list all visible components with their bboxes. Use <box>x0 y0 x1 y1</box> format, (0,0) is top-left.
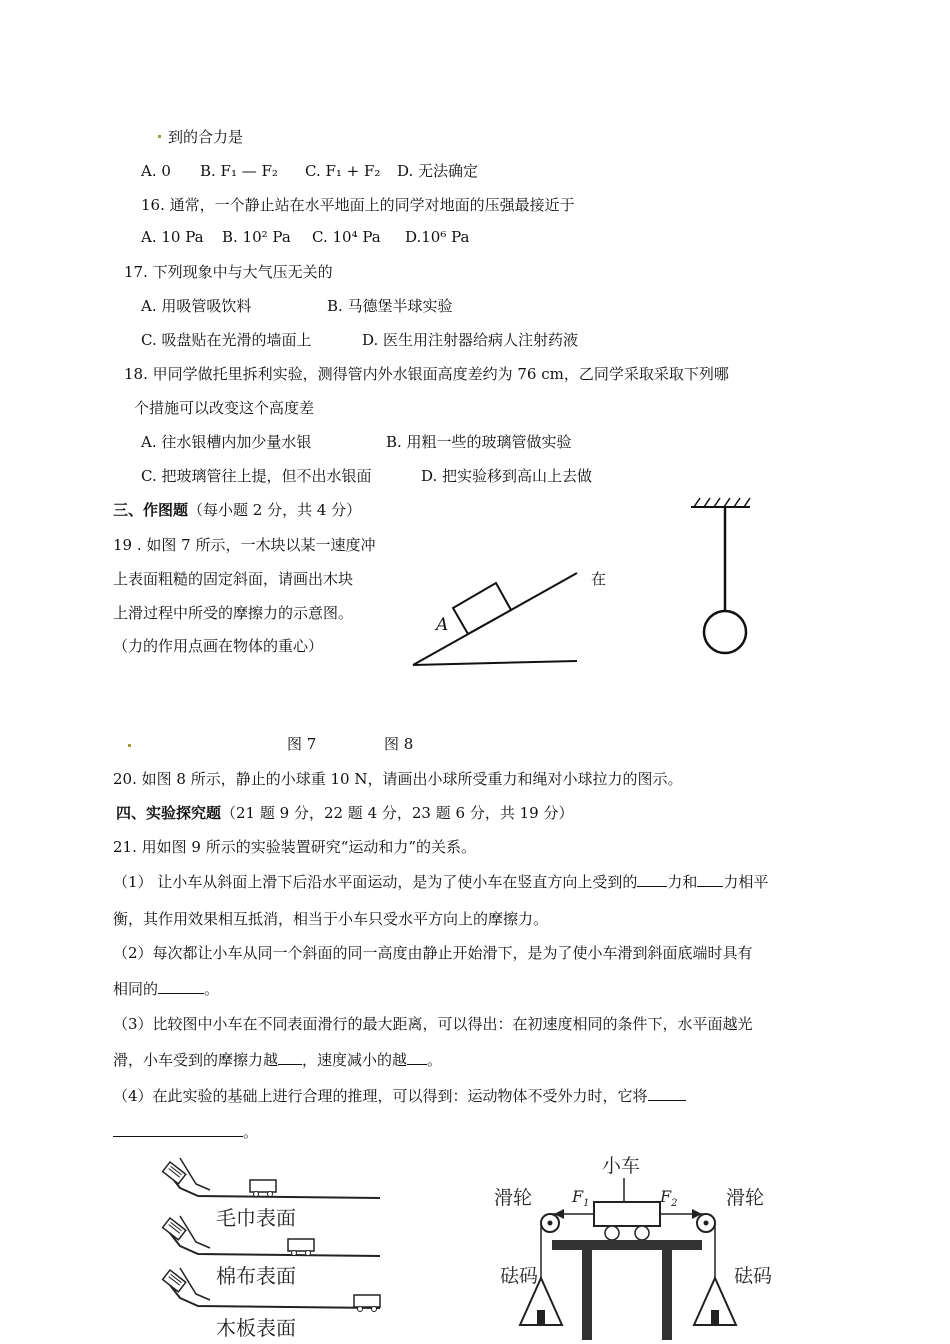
q15-stem-tail: 到的合力是 <box>168 128 244 146</box>
table-leg <box>662 1250 672 1340</box>
decor-dot <box>128 744 131 747</box>
block-a-label: A <box>436 615 449 635</box>
block-a <box>453 583 511 634</box>
section4-title: 四、实验探究题 <box>116 804 222 822</box>
q21-part2-line2 <box>113 979 219 999</box>
q19-line-4: （力的作用点画在物体的重心） <box>113 637 324 655</box>
ceiling-hatch <box>734 498 740 507</box>
q18-stem-line1: 18. 甲同学做托里拆利实验，测得管内外水银面高度差约为 76 cm，乙同学采取采取下列哪 <box>124 365 729 383</box>
figure-9-ramps <box>158 1150 398 1340</box>
ceiling-hatch <box>714 498 720 507</box>
figure-7-incline <box>405 570 585 680</box>
q16-option-c: C. 10⁴ Pa <box>312 228 381 246</box>
ceiling-hatch <box>744 498 750 507</box>
q17-stem: 17. 下列现象中与大气压无关的 <box>124 263 333 281</box>
q21-part1-line1 <box>113 872 768 892</box>
ceiling-hatch <box>694 498 700 507</box>
q15-option-c: C. F₁ + F₂ <box>305 162 381 180</box>
q21-part4-text: （4）在此实验的基础上进行合理的推理，可以得到：运动物体不受外力时，它将 <box>113 1087 648 1105</box>
section3-title: 三、作图题 <box>113 501 189 519</box>
force-f1-label: $F_1$ <box>572 1187 590 1209</box>
pulley-right-label: 滑轮 <box>726 1187 765 1209</box>
table-leg <box>582 1250 592 1340</box>
q16-option-d: D.10⁶ Pa <box>405 228 470 246</box>
weight-right-label: 砝码 <box>734 1265 773 1287</box>
section4-heading <box>116 803 573 823</box>
answer-blank[interactable] <box>648 1086 686 1101</box>
decor-dot <box>158 135 161 138</box>
q21-part3-text-b: ，速度减小的越 <box>302 1051 408 1069</box>
q21-part2-text: 相同的 <box>113 980 159 998</box>
q18-option-d: D. 把实验移到高山上去做 <box>421 467 593 485</box>
q15-option-b: B. F₁ — F₂ <box>200 162 278 180</box>
answer-blank[interactable] <box>278 1050 302 1065</box>
cart-wheel <box>635 1226 649 1240</box>
q18-option-a: A. 往水银槽内加少量水银 <box>141 433 312 451</box>
q17-option-b: B. 马德堡半球实验 <box>327 297 453 315</box>
q21-part4-end: 。 <box>243 1123 259 1141</box>
q21-part3-end: 。 <box>427 1051 443 1069</box>
q21-part1-text-a: （1） 让小车从斜面上滑下后沿水平面运动，是为了使小车在竖直方向上受到的 <box>113 873 638 891</box>
figure-7-label: 图 7 <box>287 735 317 753</box>
q21-part4-line1 <box>113 1086 686 1106</box>
force-f2-label: $F_2$ <box>660 1187 678 1209</box>
ceiling-hatch <box>704 498 710 507</box>
pulley-right-axle <box>704 1221 709 1226</box>
q21-part2-line1: （2）每次都让小车从同一个斜面的同一高度由静止开始滑下，是为了使小车滑到斜面底端时具有 <box>113 944 753 962</box>
q20-stem: 20. 如图 8 所示，静止的小球重 10 N，请画出小球所受重力和绳对小球拉力的图示。 <box>113 770 683 788</box>
ball <box>704 611 746 653</box>
answer-blank[interactable] <box>697 872 723 887</box>
section3-heading <box>113 500 361 520</box>
q18-option-b: B. 用粗一些的玻璃管做实验 <box>386 433 572 451</box>
q19-trailing: 在 <box>591 570 607 588</box>
section3-note: （每小题 2 分，共 4 分） <box>188 501 362 519</box>
q17-option-d: D. 医生用注射器给病人注射药液 <box>362 331 579 349</box>
answer-blank[interactable] <box>637 872 667 887</box>
q15-option-d: D. 无法确定 <box>397 162 479 180</box>
q19-line-1: 19 . 如图 7 所示，一木块以某一速度冲 <box>113 536 376 554</box>
q16-stem: 16. 通常，一个静止站在水平地面上的同学对地面的压强最接近于 <box>141 196 575 214</box>
q21-part3-line2 <box>113 1050 442 1070</box>
pulley-left-axle <box>548 1221 553 1226</box>
q21-part4-line2 <box>113 1122 258 1142</box>
section4-note: （21 题 9 分，22 题 4 分，23 题 6 分，共 19 分） <box>221 804 574 822</box>
pulley-left-label: 滑轮 <box>494 1187 533 1209</box>
q21-part1-text-b: 力和 <box>667 873 698 891</box>
surface-label-towel: 毛巾表面 <box>216 1206 296 1230</box>
q21-part3-text-a: 滑，小车受到的摩擦力越 <box>113 1051 279 1069</box>
figure-8-label: 图 8 <box>384 735 414 753</box>
weight-right <box>711 1310 719 1324</box>
q17-option-c: C. 吸盘贴在光滑的墙面上 <box>141 331 312 349</box>
q16-option-a: A. 10 Pa <box>141 228 204 246</box>
q16-option-b: B. 10² Pa <box>222 228 291 246</box>
q19-line-3: 上滑过程中所受的摩擦力的示意图。 <box>113 604 354 622</box>
q21-stem: 21. 用如图 9 所示的实验装置研究“运动和力”的关系。 <box>113 838 477 856</box>
q21-part1-text-c: 力相平 <box>723 873 769 891</box>
ceiling-hatch <box>724 498 730 507</box>
figure-8-pendulum <box>688 495 768 665</box>
answer-blank[interactable] <box>158 979 204 994</box>
q21-part2-end: 。 <box>204 980 220 998</box>
weight-left-label: 砝码 <box>500 1265 539 1287</box>
cart-wheel <box>605 1226 619 1240</box>
cart-body <box>594 1202 660 1226</box>
table-top <box>552 1240 702 1250</box>
q21-part3-line1: （3）比较图中小车在不同表面滑行的最大距离，可以得出：在初速度相同的条件下，水平面越光 <box>113 1015 753 1033</box>
q15-option-a: A. 0 <box>141 162 171 180</box>
answer-blank[interactable] <box>407 1050 427 1065</box>
q21-part1-line2: 衡，其作用效果相互抵消，相当于小车只受水平方向上的摩擦力。 <box>113 910 549 928</box>
q18-option-c: C. 把玻璃管往上提，但不出水银面 <box>141 467 372 485</box>
cart-label: 小车 <box>602 1155 641 1177</box>
q19-line-2: 上表面粗糙的固定斜面，请画出木块 <box>113 570 354 588</box>
weight-left <box>537 1310 545 1324</box>
incline-base <box>413 661 577 665</box>
q17-option-a: A. 用吸管吸饮料 <box>141 297 252 315</box>
q18-stem-line2: 个措施可以改变这个高度差 <box>134 399 315 417</box>
surface-label-wood: 木板表面 <box>216 1316 296 1340</box>
ramp-towel <box>163 1158 380 1198</box>
answer-blank[interactable] <box>113 1122 243 1137</box>
surface-label-cotton: 棉布表面 <box>216 1264 296 1288</box>
figure-10-pulleys <box>490 1150 790 1340</box>
